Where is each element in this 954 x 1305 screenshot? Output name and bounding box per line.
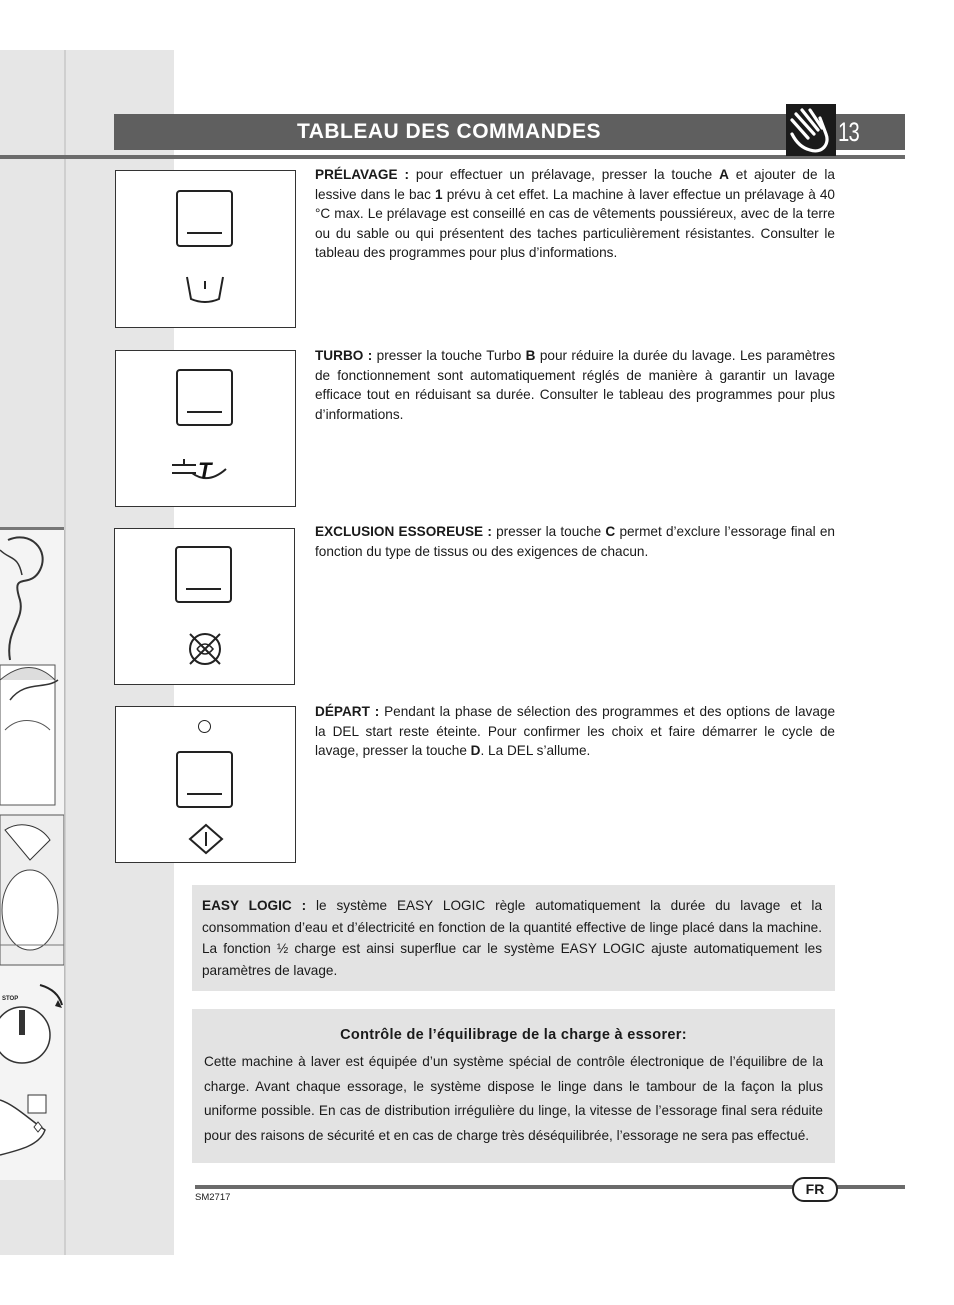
- turbo-label: TURBO :: [315, 348, 373, 363]
- start-icon: [188, 823, 224, 855]
- no-spin-label: EXCLUSION ESSOREUSE :: [315, 524, 492, 539]
- page-number: 13: [838, 117, 860, 147]
- turbo-description: TURBO : presser la touche Turbo B pour réduire la durée du lavage. Les paramètres de fonctionnement sont automatiquement réglés de manière à garantir un lavage efficace tout en réduisant sa durée. Consulter le tableau des programmes pour plus d’informations.: [315, 348, 835, 422]
- start-description: DÉPART : Pendant la phase de sélection des programmes et des options de lavage la DEL start reste éteinte. Pour confirmer les choix et faire démarrer le cycle de lavage, presser la touche D. La DEL s’allume.: [315, 704, 835, 758]
- page-title-bar: [114, 114, 784, 150]
- no-spin-icon: [185, 629, 225, 669]
- header-rule: [0, 155, 905, 159]
- start-button[interactable]: [176, 751, 233, 808]
- start-control-panel: [115, 706, 296, 863]
- easy-logic-label: EASY LOGIC :: [202, 898, 307, 913]
- load-balance-title: Contrôle de l’équilibrage de la charge à essorer:: [340, 1027, 687, 1043]
- page-title: TABLEAU DES COMMANDES: [296, 120, 602, 143]
- svg-text:T: T: [198, 458, 212, 483]
- prewash-button[interactable]: [176, 190, 233, 247]
- side-illustration: [0, 530, 65, 1180]
- start-led-icon: [198, 720, 211, 733]
- prewash-label: PRÉLAVAGE :: [315, 167, 409, 182]
- turbo-button[interactable]: [176, 369, 233, 426]
- no-spin-button[interactable]: [175, 546, 232, 603]
- prewash-description: PRÉLAVAGE : pour effectuer un prélavage, presser la touche A et ajouter de la lessive dans le bac 1 prévu à cet effet. La machine à laver effectue un prélavage à 40 °C max. Le prélavage est conseillé en cas de vêtements poussiéreux, avec de la terre ou du sable ou qui présentent des taches particulièrement résistantes. Consulter le tableau des programmes pour plus d’informations.: [315, 167, 835, 260]
- load-balance-text: Cette machine à laver est équipée d’un système spécial de contrôle électronique de l’équilibre de la charge. Avant chaque essorage, le système dispose le linge dans le tambour de la façon la plus uniforme possible. En cas de distribution irrégulière du linge, la vitesse de l’essorage final sera réduite pour des raisons de sécurité et en cas de charge très déséquilibrée, l’essorage ne sera pas effectué.: [204, 1054, 823, 1143]
- no-spin-description: EXCLUSION ESSOREUSE : presser la touche C permet d’exclure l’essorage final en fonction du type de tissus ou des exigences de chacun.: [315, 524, 835, 559]
- document-code: SM2717: [195, 1192, 231, 1203]
- start-label: DÉPART :: [315, 704, 380, 719]
- prewash-tub-icon: [181, 271, 229, 307]
- prewash-control-panel: [115, 170, 296, 328]
- load-balance-box: [192, 1009, 835, 1163]
- dial-stop-label: STOP: [2, 996, 19, 1002]
- turbo-icon: [168, 451, 238, 487]
- easy-logic-box: [192, 885, 835, 991]
- hand-icon: [786, 104, 836, 156]
- easy-logic-text: EASY LOGIC : le système EASY LOGIC règle automatiquement la durée du lavage et la consommation d’eau et d’électricité en fonction de la quantité effective de linge placé dans la machine. La fonction ½ charge est ainsi superflue car le système EASY LOGIC ajuste automatiquement les paramètres de lavage.: [202, 898, 822, 978]
- language-badge: FR: [792, 1177, 838, 1202]
- turbo-control-panel: [115, 350, 296, 507]
- no-spin-control-panel: [114, 528, 295, 685]
